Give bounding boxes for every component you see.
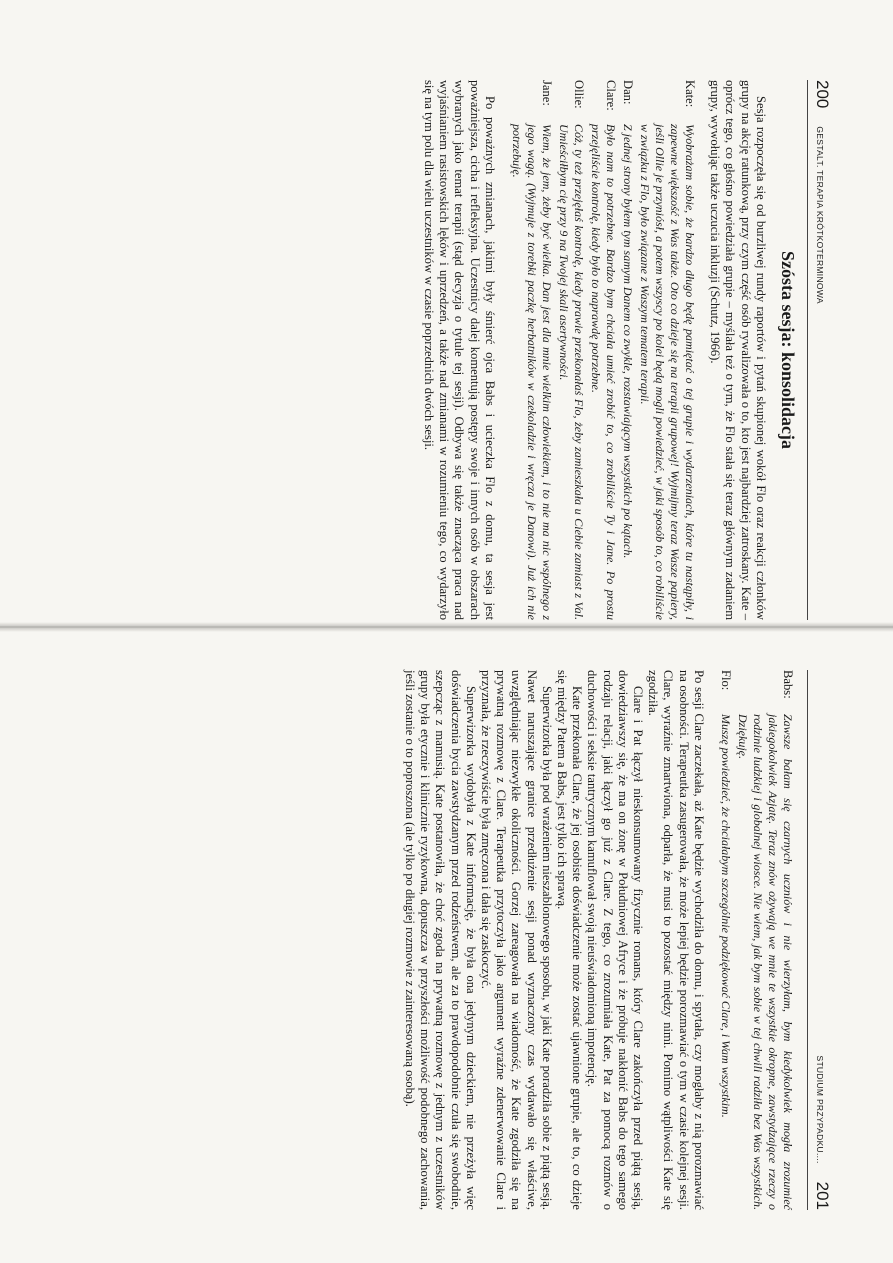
dialogue-line [556,80,586,620]
intro-paragraph: Sesja rozpoczęła się od burzliwej rundy raportów i pytań skupionej wokół Flo oraz reakcji członków grupy na akcję ratunkową, przy czym część osób rywalizowała o to, kto jest najbardziej zatroskany. Kate – oprócz tego, co głośno powiedziała grupie – myślała też o tym, że Flo stała się teraz głównym zadaniem grupy, wywołując także uczucia inkluzji (Schutz, 1966). [708,80,768,620]
speaker-name: Ollie: [571,80,586,109]
dialogue-line [718,670,733,1210]
chapter-title: Szósta sesja: konsolidacja [778,250,798,449]
speech-text: Było nam to potrzebne. Bardzo bym chciała umieć zrobić to, co zrobiliście Ty i Jane. Po prostu przejęliście kontrolę, kiedy było to naprawdę potrzebne. [588,124,618,620]
body-paragraph: Clare i Pat łączył nieskonsumowany fizycznie romans, który Clare zakończyła przed piątą sesją, dowiedziawszy się, że ma on żonę w Południowej Afryce i że próbuje nakłonić Babs do tego samego rodzaju relacji, jaki łączył go już z Clare. Z tego, co zrozumiała Kate, Pat za pomocą rozmów o duchowości i seksie tantrycznym kamuflował swoją nieuświadomioną impotencję. [585,670,645,1210]
speaker-name: Flo: [719,670,733,691]
body-paragraph: Po sesji Clare zaczekała, aż Kate będzie wychodziła do domu, i spytała, czy mogłaby z nią porozmawiać na osobności. Terapeutka zasugerowała, że może lepiej będzie porozmawiać o tym w czasie kolejnej sesji. Clare, wyraźnie zmartwiona, odparła, że musi to pozostać między nimi. Pomimo wątpliwości Kate się zgodziła. [646,670,706,1210]
left-running-head [807,80,830,620]
speech-text: Wyobrażam sobie, że bardzo długo będę pamiętać o tej grupie i wydarzeniach, które tu nastąpiły, i zapewne większość z Was także. Oto co dzieje się na terapii grupowej! Wyjmijmy teraz Wasze papiery, jeśli Ollie je przyniósł, a potem wszyscy po kolei będą mogli powiedzieć, w jaki sposób to, co robiliście w związku z Flo, było związane z Waszym tematem terapii. [637,124,697,620]
dialogue-line [509,80,554,620]
dialogue-line [588,80,618,620]
left-page [10,80,830,620]
speaker-name: Babs: [781,670,795,699]
right-running-head [807,670,830,1210]
running-head-text: STUDIUM PRZYPADKU.... [815,1055,825,1164]
body-paragraph: Kate przekonała Clare, że jej osobiste doświadczenie może zostać ujawnione grupie, ale to, co dzieje się między Patem a Babs, jest tylko ich sprawą. [554,670,585,1210]
book-gutter [0,622,893,632]
dialogue-line [620,80,635,620]
running-head-text: GESTALT. TERAPIA KRÓTKOTERMINOWA [815,126,825,304]
speaker-name: Clare: [603,80,618,111]
body-paragraph: Superwizorka była pod wrażeniem nieszablonowego sposobu, w jaki Kate poradziła sobie z piątą sesją. Nawet naruszające granice przedłużenie sesji ponad wyznaczony czas wydawało się właściwe, uwzględniając niezwykłe okoliczności. Gorzej zareagowała na wiadomość, że Kate zgodziła się na prywatną rozmowę z Clare. Terapeutka przytoczyła jako argument wyraźne zdenerwowanie Clare i przyznała, że rzeczywiście była zmęczona i dała się zaskoczyć. [478,670,554,1210]
body-paragraph: Superwizorka wydobyła z Kate informację, że była ona jedynym dzieckiem, nie przeżyła więc doświadczenia bycia zawstydzanym przed rodzeństwem, ale za to prawdopodobnie czuła się swobodnie, szepcząc z mamusią. Kate postanowiła, że choć zgoda na prywatną rozmowę z jednym z uczestników grupy była etycznie i klinicznie ryzykowna, dopuszcza w przyszłości możliwość podobnego zachowania, jeśli zostanie o to poproszona (ale tylko po długiej rozmowie z zainteresowaną osobą). [402,670,478,1210]
dialogue-line [735,670,795,1210]
page-number: 200 [813,80,832,109]
right-page [10,670,830,1210]
dialogue-line [637,80,697,620]
speech-text: Zawsze bałam się czarnych uczniów i nie wierzyłam, bym kiedykolwiek mogła zrozumieć jakiegokolwiek Azjatę. Teraz znów ożywają we mnie te wszystkie okropne, zawstydzające rzeczy o rodzinie ludzkiej i globalnej wiosce. Nie wiem, jak bym sobie w tej chwili radziła bez Was wszystkich. Dziękuję. [736,714,795,1210]
page-number: 201 [813,1181,832,1210]
speech-text: Muszę powiedzieć, że chciałabym szczególnie podziękować Clare, i Wam wszystkim. [719,714,733,1118]
speech-text: Z jednej strony byłem tym samym Danem co zwykle, rozstawiającym wszystkich po kątach. [620,124,635,559]
speech-text: Cóż, ty też przejęłaś kontrolę, kiedy prawie przekonałaś Flo, żeby zamieszkała u Ciebie zamiast z Val. Umieściłbym cię przy 9 na Twojej skali asertywności. [556,124,586,620]
speech-text: Wiem, że jem, żeby być wielka. Dan jest dla mnie wielkim człowiekiem, i to nie ma nic wspólnego z jego wagą. (Wyjmuje z torebki paczkę herbatników w czekoladzie i wręcza je Danowi). Już ich nie potrzebuję. [509,124,554,620]
speaker-name: Dan: [620,80,635,105]
speaker-name: Jane: [539,80,554,106]
closing-paragraph: Po poważnych zmianach, jakimi były śmierć ojca Babs i ucieczka Flo z domu, ta sesja jest poważniejsza, cicha i refleksyjna. Uczestnicy dalej komentują postępy swoje i innych osób w obszarach wybranych jako temat terapii (stąd decyzja o tytule tej sesji). Odbywa się także znacząca praca nad wyjaśnianiem rasistowskich lęków i uprzedzeń, a także nad zmianami w rozumieniu tego, co wydarzyło się na tym polu dla wielu uczestników w czasie poprzednich dwóch sesji. [421,80,497,620]
speaker-name: Kate: [682,80,697,108]
